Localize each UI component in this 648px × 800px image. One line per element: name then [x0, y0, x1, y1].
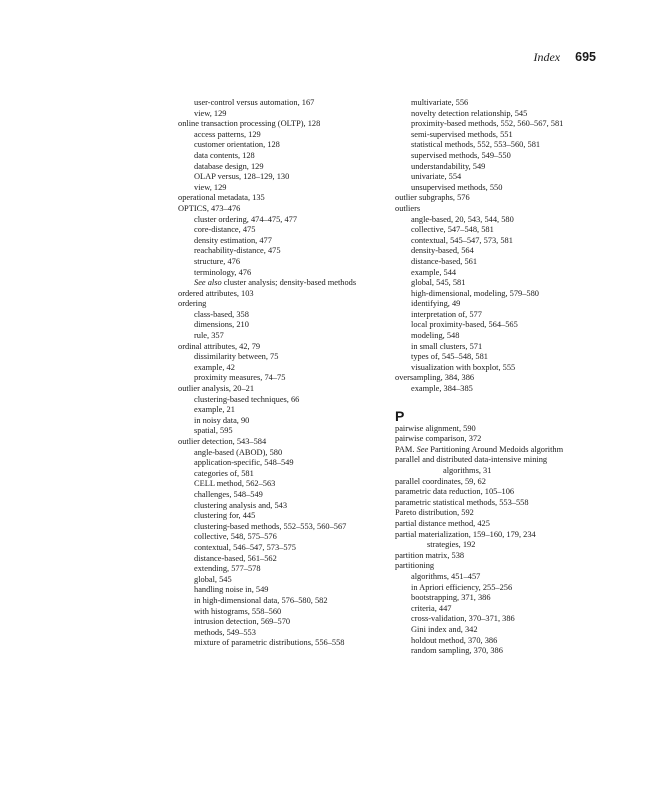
index-subentry: local proximity-based, 564–565 [411, 320, 518, 330]
index-subentry: cross-validation, 370–371, 386 [411, 614, 515, 624]
index-subentry: clustering analysis and, 543 [194, 500, 288, 510]
index-letter-heading: P [395, 407, 405, 424]
index-subentry: user-control versus automation, 167 [194, 98, 315, 107]
index-subentry [178, 278, 356, 289]
index-subentry: visualization with boxplot, 555 [411, 362, 516, 372]
index-subentry: cluster ordering, 474–475, 477 [194, 214, 298, 224]
index-subentry: semi-supervised methods, 551 [411, 129, 513, 139]
index-subentry: identifying, 49 [411, 299, 461, 309]
index-subentry: database design, 129 [194, 161, 264, 171]
index-subentry: distance-based, 561 [411, 256, 478, 266]
index-subentry: challenges, 548–549 [194, 489, 263, 499]
index-subentry: CELL method, 562–563 [194, 479, 276, 489]
index-subentry: high-dimensional, modeling, 579–580 [411, 288, 539, 298]
index-subentry: in high-dimensional data, 576–580, 582 [194, 595, 328, 605]
index-entry: outliers [395, 203, 421, 213]
cross-reference-target: cluster analysis; density-based methods [221, 278, 357, 288]
index-entry: parallel and distributed data-intensive mining [395, 455, 548, 465]
index-subentry: dimensions, 210 [194, 320, 249, 330]
index-subentry: understandability, 549 [411, 161, 486, 171]
index-entry: online transaction processing (OLTP), 128 [178, 119, 321, 129]
index-subentry: interpretation of, 577 [411, 309, 482, 319]
index-entry: partial distance method, 425 [395, 518, 490, 528]
index-subentry: density estimation, 477 [194, 235, 272, 245]
index-entry: ordinal attributes, 42, 79 [178, 341, 261, 351]
index-subentry: collective, 547–548, 581 [411, 225, 494, 235]
index-entry: OPTICS, 473–476 [178, 203, 241, 213]
index-subentry: bootstrapping, 371, 386 [411, 593, 491, 603]
index-subentry: class-based, 358 [194, 309, 249, 319]
index-subentry: view, 129 [194, 108, 227, 118]
index-subentry: collective, 548, 575–576 [194, 532, 277, 542]
index-subentry: algorithms, 31 [443, 466, 492, 475]
index-subentry: example, 42 [194, 362, 235, 372]
index-subentry: density-based, 564 [411, 246, 474, 256]
index-entry [395, 445, 563, 456]
index-subentry: algorithms, 451–457 [411, 571, 481, 581]
index-subentry: with histograms, 558–560 [194, 606, 282, 616]
index-subentry: global, 545 [194, 574, 232, 584]
index-subentry: angle-based (ABOD), 580 [194, 447, 283, 457]
index-subentry: clustering-based techniques, 66 [194, 394, 300, 404]
index-subentry: criteria, 447 [411, 603, 452, 613]
index-subentry: mixture of parametric distributions, 556–558 [194, 638, 345, 648]
index-subentry: strategies, 192 [427, 540, 476, 550]
entry-text: PAM. [395, 444, 417, 454]
index-entry: partial materialization, 159–160, 179, 234 [395, 529, 536, 539]
index-subentry: example, 544 [411, 267, 457, 277]
index-entry: outlier detection, 543–584 [178, 437, 267, 446]
index-subentry: handling noise in, 549 [194, 585, 269, 595]
index-subentry: supervised methods, 549–550 [411, 150, 511, 160]
index-subentry: example, 384–385 [411, 384, 473, 394]
index-subentry: OLAP versus, 128–129, 130 [194, 172, 290, 182]
index-entry: partition matrix, 538 [395, 550, 465, 560]
index-subentry: methods, 549–553 [194, 627, 256, 637]
index-subentry: view, 129 [194, 182, 227, 192]
cross-reference-label: See [416, 444, 429, 454]
index-entry: outlier analysis, 20–21 [178, 384, 255, 394]
index-subentry: global, 545, 581 [411, 278, 466, 288]
index-subentry: angle-based, 20, 543, 544, 580 [411, 214, 514, 224]
index-subentry: proximity measures, 74–75 [194, 373, 286, 383]
index-column-right [395, 98, 563, 657]
index-subentry: data contents, 128 [194, 150, 255, 160]
index-entry: parametric statistical methods, 553–558 [395, 497, 529, 507]
index-subentry: novelty detection relationship, 545 [411, 108, 528, 118]
index-subentry: distance-based, 561–562 [194, 553, 277, 563]
index-subentry: access patterns, 129 [194, 129, 261, 139]
index-subentry: univariate, 554 [411, 172, 462, 182]
index-column-left [178, 98, 356, 649]
index-entry: parametric data reduction, 105–106 [395, 487, 515, 497]
index-subentry: dissimilarity between, 75 [194, 352, 279, 362]
index-subentry: in noisy data, 90 [194, 415, 250, 425]
index-entry: ordering [178, 299, 207, 309]
index-subentry: clustering for, 445 [194, 511, 256, 521]
index-entry: Pareto distribution, 592 [395, 508, 474, 518]
index-entry: operational metadata, 135 [178, 193, 265, 203]
index-entry: outlier subgraphs, 576 [395, 193, 470, 203]
index-subentry: contextual, 545–547, 573, 581 [411, 235, 513, 245]
index-subentry: in Apriori efficiency, 255–256 [411, 582, 513, 592]
index-entry: oversampling, 384, 386 [395, 373, 475, 383]
page-number: 695 [575, 50, 596, 64]
index-subentry: reachability-distance, 475 [194, 246, 281, 256]
index-entry: partitioning [395, 561, 435, 571]
index-subentry: extending, 577–578 [194, 564, 261, 574]
index-subentry: holdout method, 370, 386 [411, 635, 498, 645]
index-entry: ordered attributes, 103 [178, 288, 254, 298]
index-subentry: core-distance, 475 [194, 225, 256, 235]
index-entry: parallel coordinates, 59, 62 [395, 476, 486, 486]
index-subentry: types of, 545–548, 581 [411, 352, 488, 362]
index-subentry: proximity-based methods, 552, 560–567, 581 [411, 119, 564, 129]
index-subentry: unsupervised methods, 550 [411, 182, 503, 192]
index-subentry: random sampling, 370, 386 [411, 646, 503, 656]
index-subentry: example, 21 [194, 405, 235, 415]
index-subentry: contextual, 546–547, 573–575 [194, 542, 296, 552]
index-subentry: clustering-based methods, 552–553, 560–567 [194, 521, 347, 531]
index-subentry: in small clusters, 571 [411, 341, 483, 351]
index-subentry: intrusion detection, 569–570 [194, 617, 291, 627]
index-subentry: categories of, 581 [194, 468, 254, 478]
index-subentry: terminology, 476 [194, 267, 252, 277]
running-header [533, 50, 596, 64]
index-subentry: Gini index and, 342 [411, 624, 478, 634]
cross-reference-target: Partitioning Around Medoids algorithm [428, 444, 564, 454]
index-subentry: rule, 357 [194, 331, 224, 341]
index-subentry: customer orientation, 128 [194, 140, 280, 150]
index-subentry: application-specific, 548–549 [194, 458, 294, 468]
index-subentry: modeling, 548 [411, 331, 460, 341]
cross-reference-label: See also [194, 278, 222, 288]
section-title: Index [533, 50, 561, 64]
index-subentry: multivariate, 556 [411, 98, 469, 107]
index-entry: pairwise alignment, 590 [395, 423, 476, 433]
index-subentry: structure, 476 [194, 256, 241, 266]
index-subentry: spatial, 595 [194, 426, 233, 436]
index-entry: pairwise comparison, 372 [395, 434, 482, 444]
index-subentry: statistical methods, 552, 553–560, 581 [411, 140, 541, 150]
